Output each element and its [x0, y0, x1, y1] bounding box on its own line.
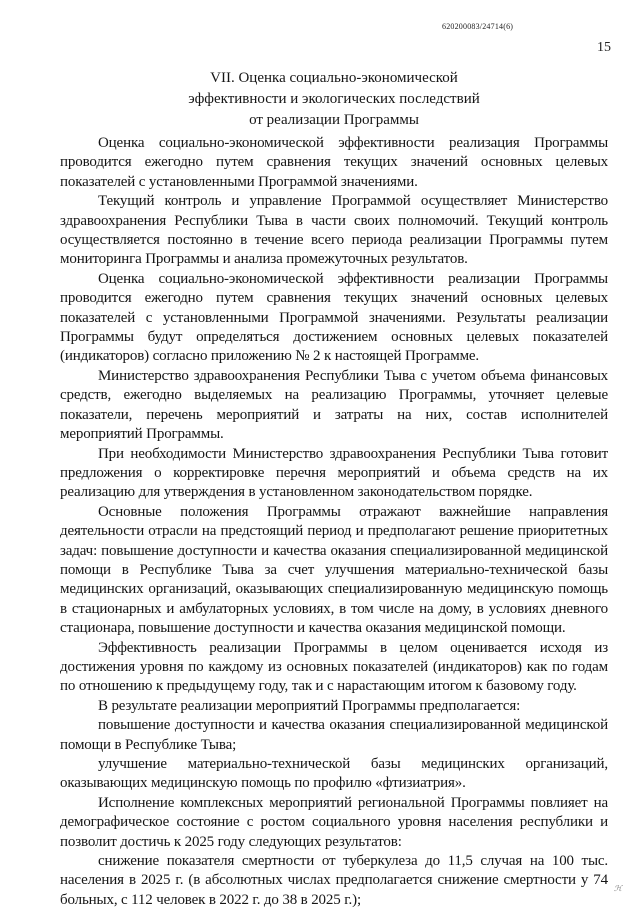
- paragraph: Оценка социально-экономической эффективности реализация Программы проводится ежегодно путем сравнения текущих значений основных целевых показателей с установленными Программой значениями.: [60, 135, 608, 190]
- document-body: [60, 134, 608, 910]
- paragraph: Оценка социально-экономической эффективности реализации Программы проводится ежегодно путем сравнения текущих значений основных целевых показателей с установленными Программой значениями. Результаты реализации Программы будут определяться достижением основных целевых показателей (индикаторов) согласно приложению № 2 к настоящей Программе.: [60, 270, 608, 365]
- section-heading: [60, 68, 608, 131]
- paragraph: В результате реализации мероприятий Программы предполагается:: [98, 697, 521, 714]
- paragraph: При необходимости Министерство здравоохранения Республики Тыва готовит предложения о корректировке перечня мероприятий и объема средств на их реализацию для утверждения в установленном законодательством порядке.: [60, 445, 608, 501]
- paragraph: Основные положения Программы отражают важнейшие направления деятельности отрасли на предстоящий период и предполагают решение приоритетных задач: повышение доступности и качества оказания специализированной медицинской помощи в Республике Тыва за счет улучшения материально-технической базы медицинских организаций, оказывающих специализированную медицинскую помощь в стационарных и амбулаторных условиях, в том числе на дому, в условиях дневного стационара, повышение доступности и качества оказания медицинской помощи.: [60, 503, 608, 637]
- paragraph: Эффективность реализации Программы в целом оценивается исходя из достижения уровня по каждому из основных показателей (индикаторов) как по годам по отношению к предыдущему году, так и с нарастающим итогом к базовому году.: [60, 639, 608, 695]
- document-id: 620200083/24714(6): [442, 22, 514, 31]
- paragraph: Министерство здравоохранения Республики Тыва с учетом объема финансовых средств, ежегодно выделяемых на реализацию Программы, уточняет целевые показатели, перечень мероприятий и затраты на них, состав исполнителей мероприятий Программы.: [60, 367, 608, 443]
- paragraph: Текущий контроль и управление Программой осуществляет Министерство здравоохранения Республики Тыва в части своих полномочий. Текущий контроль осуществляется постоянно в течение всего периода реализации Программы путем мониторинга Программы и анализа промежуточных результатов.: [60, 193, 608, 268]
- heading-line-1: VII. Оценка социально-экономической: [210, 70, 458, 86]
- heading-line-3: от реализации Программы: [249, 112, 419, 128]
- list-item: повышение доступности и качества оказания специализированной медицинской помощи в Республике Тыва;: [60, 717, 608, 753]
- paragraph: Исполнение комплексных мероприятий региональной Программы повлияет на демографическое состояние с ростом социального уровня населения республики и позволит достичь к 2025 году следующих результатов:: [60, 794, 608, 850]
- page-number: 15: [597, 40, 611, 55]
- list-item: улучшение материально-технической базы медицинских организаций, оказывающих медицинскую помощь по профилю «фтизиатрия».: [60, 756, 608, 792]
- list-item: снижение показателя смертности от туберкулеза до 11,5 случая на 100 тыс. населения в 2025 г. (в абсолютных числах предполагается снижение смертности у 74 больных, с 112 человек в 2022 г. до 38 в 2025 г.);: [60, 853, 608, 908]
- heading-line-2: эффективности и экологических последствий: [188, 91, 480, 107]
- handwritten-mark: ℋ: [614, 884, 622, 893]
